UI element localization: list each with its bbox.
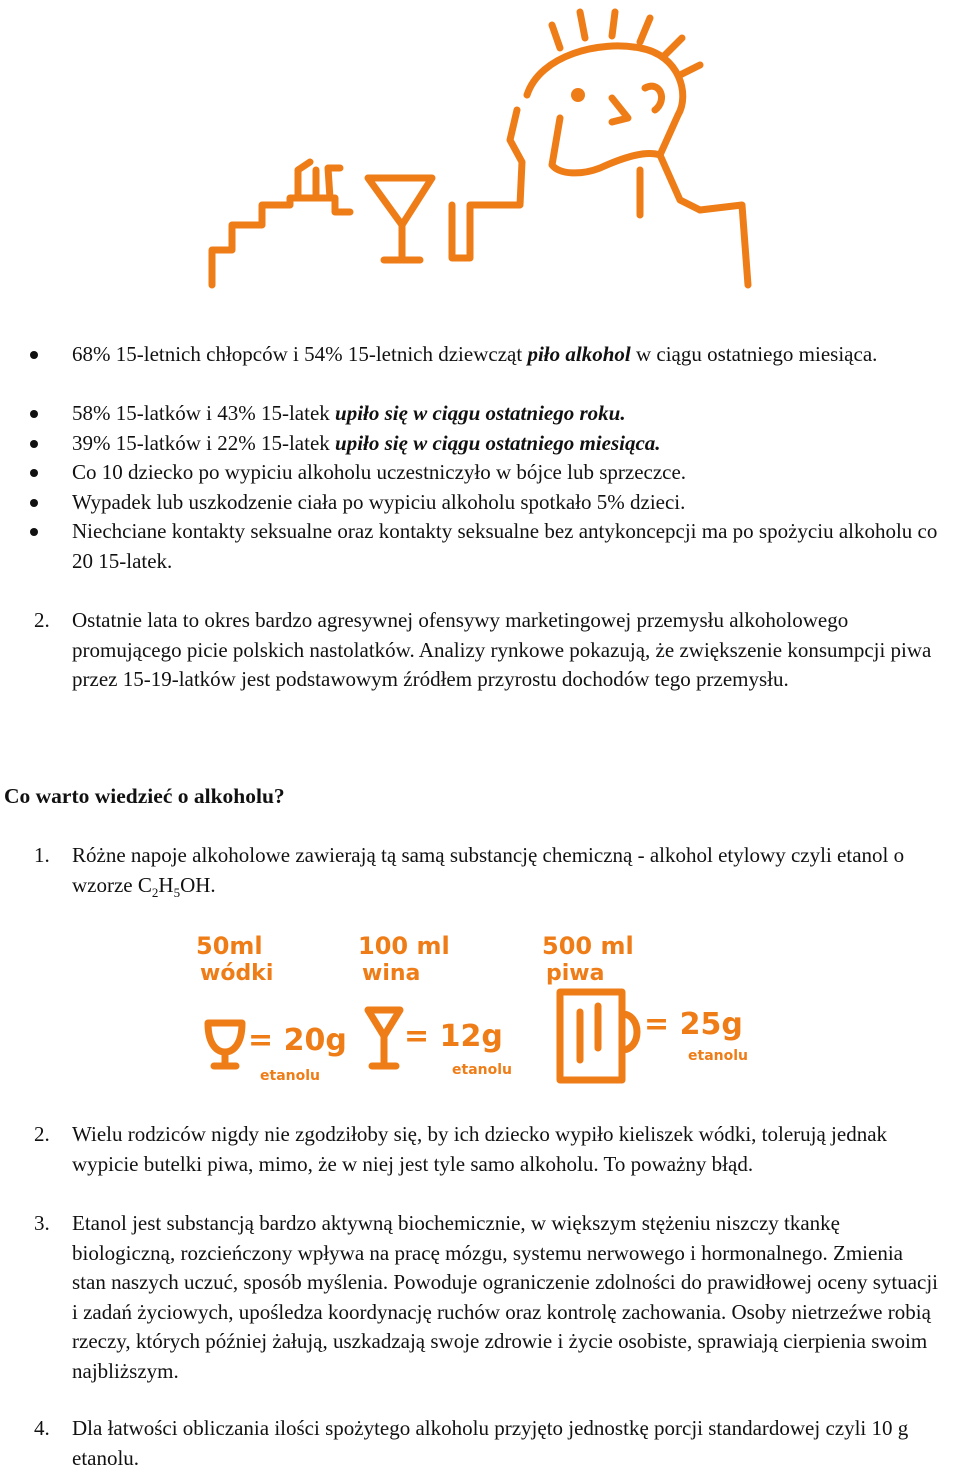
bullet-icon <box>30 469 38 477</box>
drink-volume: 50ml <box>196 932 263 960</box>
formula-h: H <box>158 872 174 897</box>
drinker-illustration <box>0 0 960 300</box>
statistics-list <box>0 340 960 576</box>
item-number: 2. <box>34 608 50 632</box>
list-item <box>0 458 960 488</box>
item-text: Ostatnie lata to okres bardzo agresywnej ofensywy marketingowej przemysłu alkoholowego promującego picie polskich nastolatków. Analizy rynkowe pokazują, że zwiększenie konsumpcji piwa przez 15-19-latków jest podstawowym źródłem przyrostu dochodów tego przemysłu. <box>72 608 932 691</box>
list-item <box>0 399 960 429</box>
bullet-icon <box>30 528 38 536</box>
formula-end: OH. <box>180 872 216 897</box>
drink-volume: 100 ml <box>358 932 450 960</box>
bullet-icon <box>30 410 38 418</box>
subscript: 2 <box>151 884 159 900</box>
list-item <box>0 488 960 518</box>
bullet-icon <box>30 499 38 507</box>
bullet-emphasis: upiło się w ciągu ostatniego roku. <box>335 401 626 425</box>
subscript: 5 <box>173 884 181 900</box>
vodka-glass-icon <box>208 1023 242 1066</box>
bullet-text: Wypadek lub uszkodzenie ciała po wypiciu alkoholu spotkało 5% dzieci. <box>72 489 686 514</box>
bullet-text-end: w ciągu ostatniego miesiąca. <box>630 342 878 366</box>
bullet-emphasis: upiło się w ciągu ostatniego miesiąca. <box>335 430 661 455</box>
drink-ethanol: = 25g <box>644 1007 743 1042</box>
bullet-text: 39% 15-latków i 22% 15-latek <box>72 430 336 455</box>
bullet-text: 58% 15-latków i 43% 15-latek <box>72 401 336 425</box>
bullet-icon <box>30 351 38 359</box>
item-text: Wielu rodziców nigdy nie zgodziłoby się, by ich dziecko wypiło kieliszek wódki, tolerują jednak wypicie butelki piwa, mimo, że w niej jest tyle samo alkoholu. To poważny błąd. <box>72 1122 888 1176</box>
section-heading: Co warto wiedzieć o alkoholu? <box>4 784 285 808</box>
wine-glass-icon <box>368 1010 400 1066</box>
drink-ethanol: = 12g <box>404 1019 503 1054</box>
item-text: Dla łatwości obliczania ilości spożytego alkoholu przyjęto jednostkę porcji standardowej czyli 10 g etanolu. <box>72 1416 909 1470</box>
bullet-icon <box>30 440 38 448</box>
item-number: 4. <box>34 1416 50 1440</box>
beer-mug-icon <box>560 992 637 1080</box>
item-number: 2. <box>34 1122 50 1146</box>
item-number: 3. <box>34 1211 50 1235</box>
list-item <box>0 429 960 459</box>
list-item <box>0 517 960 576</box>
drink-ethanol: = 20g <box>248 1023 347 1058</box>
list-item <box>0 340 960 399</box>
item-text-main: Różne napoje alkoholowe zawierają tą samą substancję chemiczną - alkohol etylowy czyli etanol o wzorze C <box>72 843 905 897</box>
item-text: Etanol jest substancją bardzo aktywną biochemicznie, w większym stężeniu niszczy tkankę biologiczną, rozcieńczony wpływa na pracę mózgu, systemu nerwowego i hormonalnego. Zmienia stan naszych uczuć, sposób myślenia. Powoduje ograniczenie zdolności do prawidłowej oceny sytuacji i zadań życiowych, upośledza koordynację ruchów oraz kontrolę zachowania. Osoby nietrzeźwe robią rzeczy, których później żałują, uszkadzają swoje zdrowie i życie osobiste, sprawiają cierpienia swoim najbliższym. <box>72 1211 939 1383</box>
drinks-equivalence-illustration <box>190 928 790 1108</box>
drink-volume: 500 ml <box>542 932 634 960</box>
item-text <box>72 841 940 900</box>
item-number: 1. <box>34 843 50 867</box>
bullet-text: Niechciane kontakty seksualne oraz kontakty seksualne bez antykoncepcji ma po spożyciu alkoholu co 20 15-latek. <box>72 519 938 573</box>
ethanol-label: etanolu <box>452 1062 512 1078</box>
ethanol-label: etanolu <box>260 1068 320 1084</box>
drink-name: piwa <box>546 961 605 986</box>
ethanol-label: etanolu <box>688 1048 748 1064</box>
bullet-text: Co 10 dziecko po wypiciu alkoholu uczestniczyło w bójce lub sprzeczce. <box>72 460 687 484</box>
bullet-text: 68% 15-letnich chłopców i 54% 15-letnich dziewcząt <box>72 342 528 366</box>
bullet-emphasis: piło alkohol <box>527 342 631 366</box>
drink-name: wódki <box>200 961 274 986</box>
drink-name: wina <box>362 961 421 986</box>
